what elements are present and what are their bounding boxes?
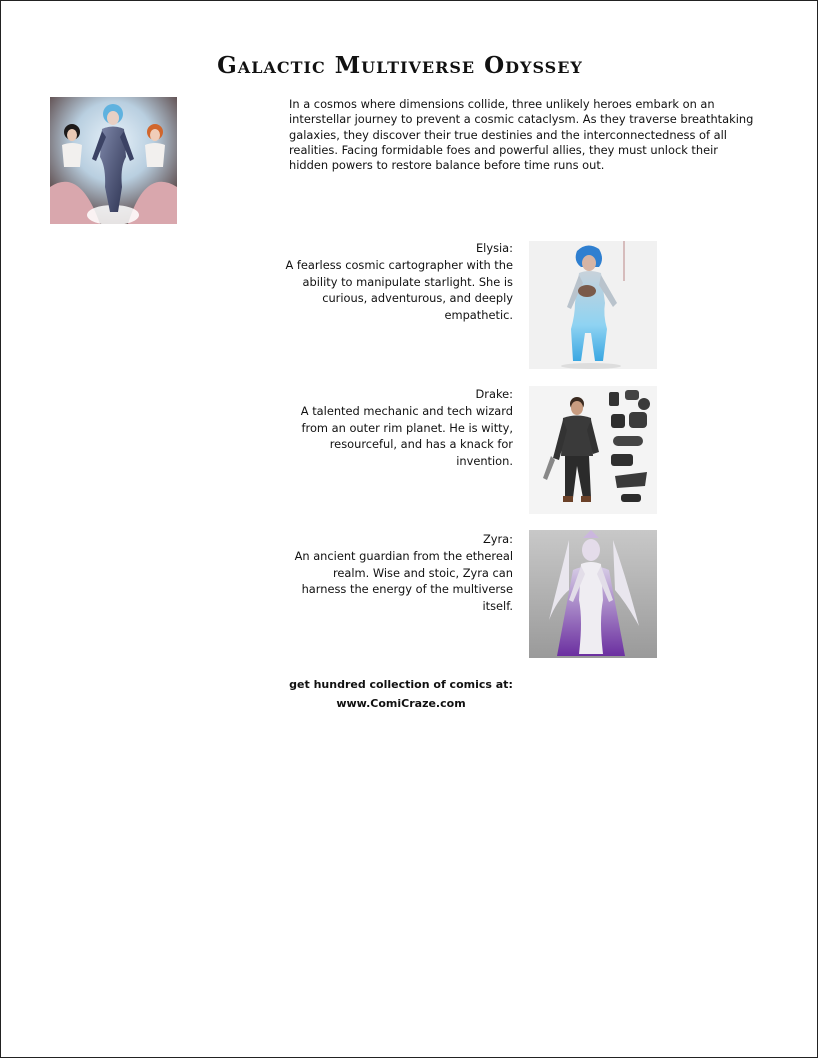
character-description: A fearless cosmic cartographer with the ability to manipulate starlight. She is curious, adventurous, and deeply empathetic. bbox=[285, 257, 513, 323]
character-entry-elysia bbox=[285, 240, 513, 324]
page-title: Galactic Multiverse Odyssey bbox=[217, 52, 583, 79]
drake-portrait bbox=[529, 386, 657, 514]
elysia-portrait bbox=[529, 241, 657, 369]
character-name: Zyra: bbox=[482, 532, 513, 546]
zyra-portrait bbox=[529, 530, 657, 658]
character-description: A talented mechanic and tech wizard from an outer rim planet. He is witty, resourceful, and has a knack for invention. bbox=[300, 403, 513, 469]
character-name: Drake: bbox=[475, 387, 513, 401]
footer-promo bbox=[260, 676, 542, 713]
character-name: Elysia: bbox=[475, 241, 513, 255]
footer-text: get hundred collection of comics at: bbox=[289, 678, 513, 691]
cover-illustration bbox=[50, 97, 177, 224]
character-entry-zyra bbox=[285, 531, 513, 615]
intro-paragraph: In a cosmos where dimensions collide, three unlikely heroes embark on an interstellar journey to prevent a cosmic cataclysm. As they traverse breathtaking galaxies, they discover their true destinies and the interconnectedness of all realities. Facing formidable foes and powerful allies, they must unlock their hidden powers to restore balance before time runs out. bbox=[289, 97, 754, 173]
footer-website-link[interactable]: www.ComiCraze.com bbox=[336, 696, 466, 710]
character-description: An ancient guardian from the ethereal realm. Wise and stoic, Zyra can harness the energy of the multiverse itself. bbox=[294, 548, 513, 614]
character-entry-drake bbox=[285, 386, 513, 470]
